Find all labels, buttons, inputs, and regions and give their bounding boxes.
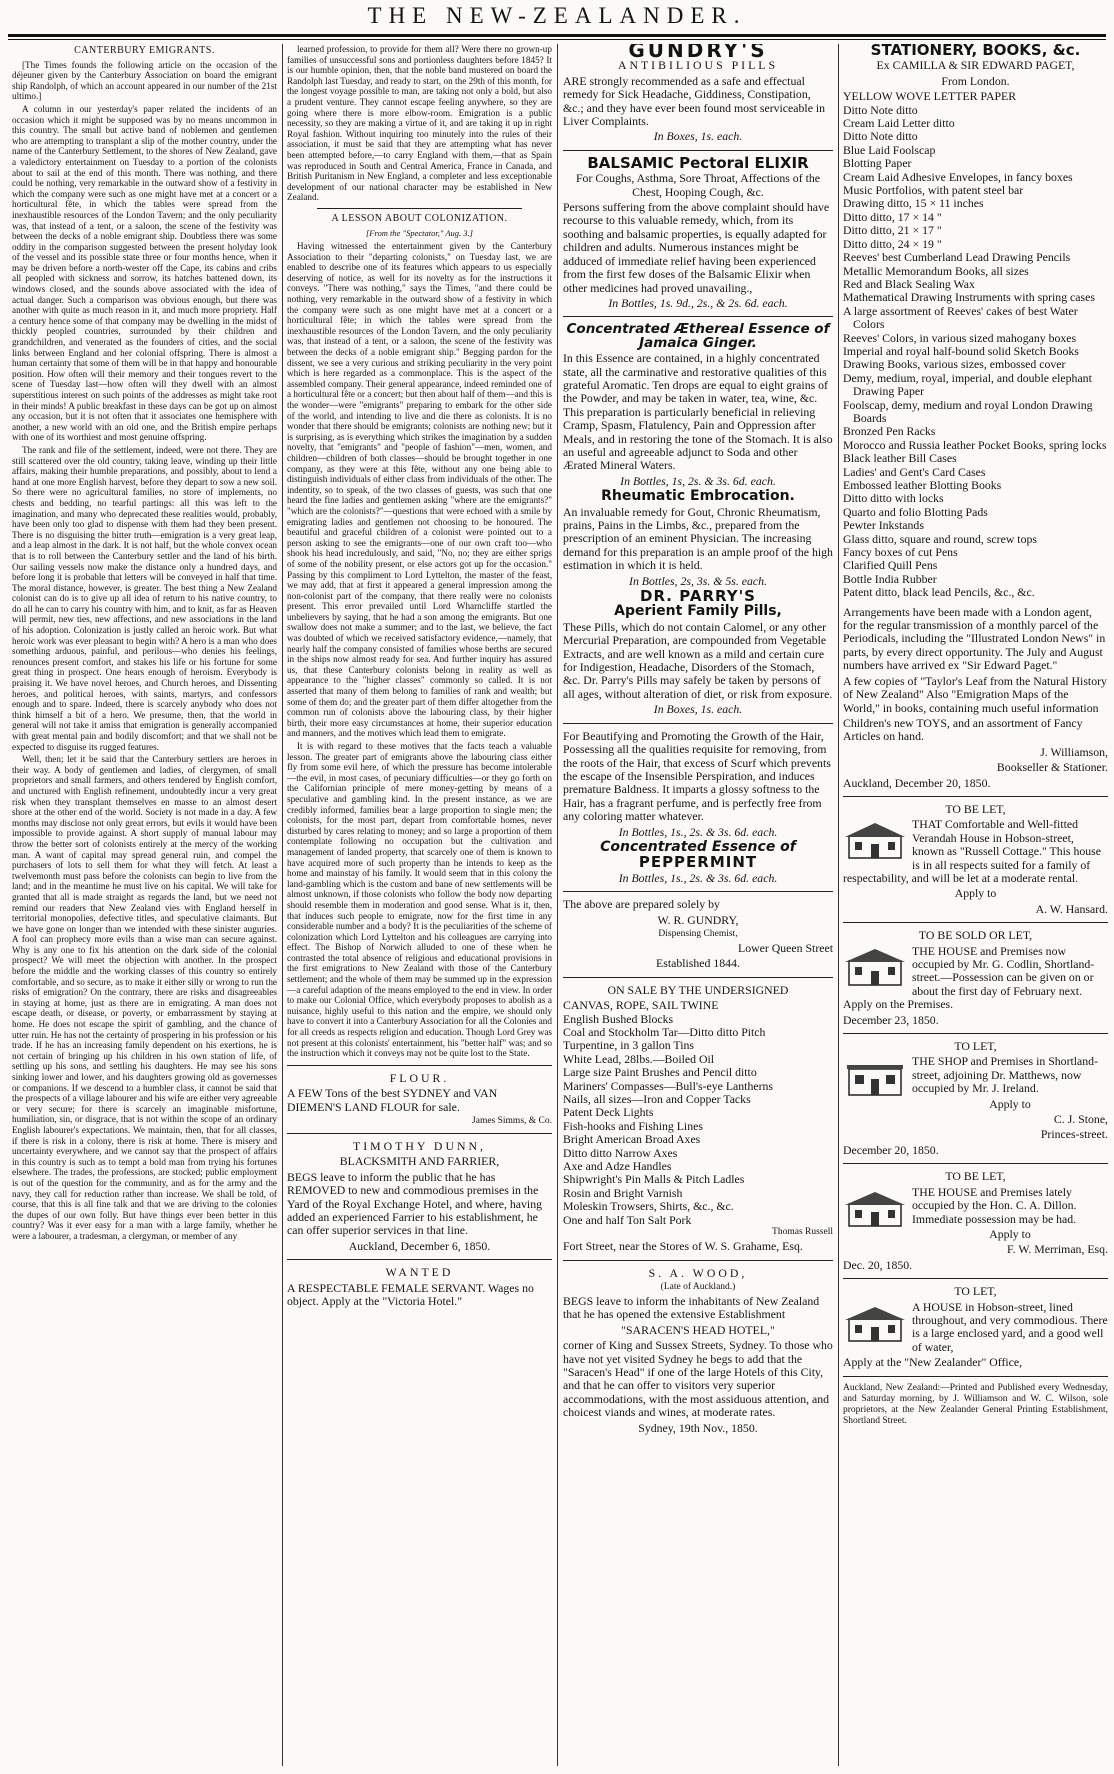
ad-on-sale: [563, 984, 833, 1254]
ad-heading: WANTED: [385, 1265, 454, 1280]
list-item: Mariners' Compasses—Bull's-eye Lantherns: [563, 1078, 773, 1093]
ad-signature: F. W. Merriman, Esq.: [1007, 1242, 1108, 1257]
ad-heading: GUNDRY'S: [628, 44, 768, 62]
ad-signature: W. R. GUNDRY,: [657, 912, 739, 927]
ad-apply: Apply to: [989, 1226, 1031, 1241]
column-divider: [838, 44, 839, 1766]
ad-rheumatic: [563, 490, 833, 588]
ad-role: Dispensing Chemist,: [658, 928, 738, 939]
ad-subheading: Ex CAMILLA & SIR EDWARD PAGET,: [876, 58, 1075, 73]
ad-text: The above are prepared solely by: [563, 897, 720, 912]
list-item: Large size Paint Brushes and Pencil ditto: [563, 1065, 757, 1080]
ad-heading: TO BE LET,: [945, 1169, 1006, 1184]
ad-text: Arrangements have been made with a London agent, for the regular transmission of a monthly parcel of the Periodicals, including the "Illustrated London News" in parts, by every direct opportunity. The July and August numbers have arrived ex "Sir Edward Paget.": [843, 604, 1106, 673]
ad-peppermint: [563, 838, 833, 885]
printer-imprint: Auckland, New Zealand:—Printed and Published every Wednesday, and Saturday morning, by J. Williamson and W. C. Wilson, sole proprietors, at the New Zealander General Printing Establishment, Shortland Street.: [843, 1382, 1108, 1426]
ad-date: Auckland, December 20, 1850.: [843, 775, 991, 790]
list-item: Moleskin Trowsers, Shirts, &c., &c.: [563, 1199, 734, 1214]
ad-balsamic-elixir: [563, 153, 833, 310]
ad-text: A RESPECTABLE FEMALE SERVANT. Wages no object. Apply at the "Victoria Hotel.": [287, 1280, 534, 1309]
ad-heading: Concentrated Essence of: [600, 838, 796, 855]
ad-gundry-pills: [563, 44, 833, 144]
list-item: Bottle India Rubber: [843, 571, 937, 586]
ad-heading: PEPPERMINT: [638, 853, 758, 872]
list-item: English Bushed Blocks: [563, 1011, 674, 1026]
list-item: Blotting Paper: [843, 156, 912, 171]
list-item: Ladies' and Gent's Card Cases: [843, 464, 986, 479]
column-1: [12, 44, 277, 1766]
list-item: Clarified Quill Pens: [843, 558, 938, 573]
ad-item-list: [843, 90, 1108, 599]
list-item: Patent ditto, black lead Pencils, &c., &c.: [843, 585, 1035, 600]
ad-hotel-name: "SARACEN'S HEAD HOTEL,": [621, 1322, 775, 1337]
ad-signature: James Simms, & Co.: [472, 1116, 552, 1127]
house-icon: [843, 947, 907, 987]
ad-price: In Bottles, 1s., 2s. & 3s. 6d. each.: [618, 870, 778, 885]
ad-to-be-let-russell: [843, 803, 1108, 916]
ad-flour: [287, 1072, 552, 1127]
list-item: Ditto ditto, 24 × 19 ": [843, 236, 942, 251]
ad-to-let-hobson: [843, 1285, 1108, 1369]
list-item: Bright American Broad Axes: [563, 1132, 701, 1147]
ad-price: In Bottles, 1s., 2s. & 3s. 6d. each.: [618, 824, 778, 839]
ad-sold-or-let-codlin: [843, 929, 1108, 1027]
ad-role: Bookseller & Stationer.: [996, 760, 1108, 775]
list-item: YELLOW WOVE LETTER PAPER: [843, 89, 1017, 104]
list-item: Blue Laid Foolscap: [843, 142, 936, 157]
ad-text: For Beautifying and Promoting the Growth of the Hair, Possessing all the qualities requisite for removing, from the roots of the Hair, that excess of Scurf which prevents the escape of the Insensible Perspiration, and induces premature Baldness. It imparts a glossy softness to the Hair, has a fragrant perfume, and is perfectly free from any coloring matter whatever.: [563, 728, 831, 824]
divider: [287, 1133, 552, 1134]
ad-item-list: [563, 999, 833, 1227]
ad-date: Dec. 20, 1850.: [843, 1257, 913, 1272]
ad-heading: S. A. WOOD,: [648, 1265, 748, 1280]
divider: [843, 796, 1108, 797]
ad-price: In Bottles, 2s, 3s. & 5s. each.: [629, 573, 767, 588]
divider: [563, 723, 833, 724]
list-item: Glass ditto, square and round, screw tops: [843, 531, 1037, 546]
ad-heading: Rheumatic Embrocation.: [601, 488, 795, 505]
masthead-rule-thin: [8, 39, 1106, 40]
list-item: Ditto ditto, 21 × 17 ": [843, 223, 942, 238]
ad-date: Sydney, 19th Nov., 1850.: [638, 1420, 758, 1435]
ad-text: BEGS leave to inform the public that he has REMOVED to new and commodious premises in the Yard of the Royal Exchange Hotel, and where, having added an experienced Farrier to his establishment, he can offer superior services in that line.: [287, 1169, 542, 1238]
divider: [563, 1260, 833, 1261]
ad-subheading: For Coughs, Asthma, Sore Throat, Affections of the Chest, Hooping Cough, &c.: [575, 171, 820, 199]
ad-address: Lower Queen Street: [738, 940, 833, 955]
list-item: Quarto and folio Blotting Pads: [843, 504, 988, 519]
article-paragraph: Well, then; let it be said that the Canterbury settlers are heroes in their way. A body of gentlemen and ladies, of clergymen, of small proprietors and small farmers, and others tendered by English comfort, and unctured with English refinement, undoubtedly incur a very great risk when they transplant themselves en masse to an almost desert shore at the other end of the world. Society is not made in a day. A few months may disclose not only great errors, but evils it would have been impossible to provide against. A short supply of manual labour may throw the better sort of colonists entirely at the mercy of the working man. A want of capital may spread general ruin, and compel the purchasers of lots to sell them for what they will fetch. At least a twelvemonth must pass before the colonists can begin to live from the land; and in the meantime he must live on his capital. We will take for granted that all is made straight as regards the land, but we need not remind our readers that New Zealand vies with England herself in territorial monopolies, defective titles, and speculative claimants. But we have gone on longer than we intended with these sinister auguries. A fool can prophecy more evils than a wise man can secure against. Why is any one to fix his attention on the dark side of the colonial prospect? We will meet the objection with another. In the prospect before the middle and the working classes of this country so entirely comfortable, and so secure, as to make it either silly or wrong to run the risks of emigration? On the contrary, there are risks and disagreeables in staying at home, just as there are in emigrating. A man does not escape death, or disease, or poverty, or embarrassment by staying at home. He does not escape the spirit of gambling, and the chance of utter ruin. He has not the certainty of prospering in his profession or his trade. If he has an increasing family dependent on his exertions, he is not certain of bringing up his children in his own station of life, of settling up his sons, and settling his daughters. He may see his sons sinking lower and lower, and his daughters growing old as governesses or companions. If we descend to a humbler class, it cannot be said that the prospects of a village labourer and his wife are either very agreeable or very secure; for there is scarcely an imaginable misfortune, humiliation, sin, or disgrace, that is not within the scope of an ordinary English labourer's expectations. We maintain, then, that for all classes, if there is risk in a colony, there is risk at home. There is misery and uncertainty everywhere, and we cannot say that the prospect of affairs in this country is such as to tempt a bold man from trying his fortunes elsewhere. The trades, the professions, are stocked; public employment is out of the question for the community, and as for the army and the navy, they call for reduction rather than increase. We shall be told, of course, that this is all fine talk and that we are driving to the colonies the dupes of our own folly. But have things ever been better in this country? Was it ever easy for a man with a large family, whether he were a labourer, a tradesman, a clergyman, or member of any: [12, 754, 277, 1241]
list-item: Mathematical Drawing Instruments with spring cases: [843, 290, 1095, 305]
article-heading-canterbury: CANTERBURY EMIGRANTS.: [74, 45, 215, 56]
divider: [287, 1065, 552, 1066]
house-icon: [843, 1188, 907, 1228]
ad-date: December 20, 1850.: [843, 1142, 939, 1157]
article-paragraph: learned profession, to provide for them all? Were there no grown-up families of unsuccessful sons and portionless daughters before 1845? It is our humble opinion, then, that the noble band mustered on board the Randolph last Tuesday, and ready to start, on the 29th of this month, for the longest voyage possible to man, are taking not only a bold, but also a prudent venture. They cannot escape feeling anywhere, so they are going where there is more elbow-room. Emigration is a public necessity, so they are making a virtue of it, and are taking it up in right Royal fashion. Without inquiring too minutely into the rules of their association, it must be said that they are attempting what has never been attempted before,—to carry England with them,—that as Spain was reproduced in South and Central America, France in Canada, and British Puritanism in New England, a completer and less exceptionable development of our national character may be established in New Zealand.: [287, 44, 552, 203]
ad-heading: STATIONERY, BOOKS, &c.: [870, 44, 1081, 59]
ad-ginger: [563, 323, 833, 488]
ad-text: BEGS leave to inform the inhabitants of New Zealand that he has opened the extensive Establishment: [563, 1293, 820, 1322]
ad-text: corner of King and Sussex Streets, Sydney. To those who have not yet visited Sydney he begs to add that the "Saracen's Head" if one of the large Hotels of this City, and that he can offer to visitors very superior accommodations, with the most assiduous attention, and choicest viands and wines, at moderate rates.: [563, 1338, 833, 1420]
list-item: Axe and Adze Handles: [563, 1159, 672, 1174]
divider: [563, 977, 833, 978]
ad-apply: Apply at the "New Zealander" Office,: [843, 1355, 1023, 1370]
list-item: Shipwright's Pin Malls & Pitch Ladles: [563, 1172, 745, 1187]
ad-hair: [563, 730, 833, 839]
ad-heading: Concentrated Æthereal Essence of Jamaica Ginger.: [566, 321, 830, 351]
ad-price: In Bottles, 1s. 9d., 2s., & 2s. 6d. each.: [608, 295, 788, 310]
article-heading-colonization: A LESSON ABOUT COLONIZATION.: [331, 212, 508, 224]
ad-text: ARE strongly recommended as a safe and effectual remedy for Sick Headache, Giddiness, Constipation, &c.; and they have ever been found most serviceable in Liver Complaints.: [563, 73, 826, 129]
ad-text: An invaluable remedy for Gout, Chronic Rheumatism, prains, Pains in the Limbs, &c., prepared from the prescription of an eminent Physician. The increasing demand for this preparation is an ample proof of the high estimation in which it is held.: [563, 504, 833, 573]
divider: [317, 208, 522, 209]
ad-heading: TO LET,: [954, 1039, 997, 1054]
list-item: Metallic Memorandum Books, all sizes: [843, 263, 1029, 278]
ad-heading: FLOUR.: [389, 1070, 450, 1085]
ad-text: A few copies of "Taylor's Leaf from the Natural History of New Zealand" Also "Emigration Maps of the World," in books, containing much useful information: [843, 673, 1107, 715]
divider: [563, 150, 833, 151]
ad-heading: ON SALE BY THE UNDERSIGNED: [607, 982, 789, 997]
ad-heading: TO BE LET,: [945, 801, 1006, 816]
ad-to-let-shop: [843, 1040, 1108, 1157]
ad-blacksmith: [287, 1140, 552, 1253]
divider: [843, 1278, 1108, 1279]
list-item: Music Portfolios, with patent steel bar: [843, 183, 1024, 198]
list-item: Embossed leather Blotting Books: [843, 478, 1002, 492]
masthead-title: THE NEW-ZEALANDER.: [367, 3, 747, 28]
divider: [843, 922, 1108, 923]
ad-subheading: From London.: [941, 73, 1010, 88]
ad-apply: Apply to: [989, 1096, 1031, 1111]
ad-price: In Boxes, 1s. each.: [653, 702, 743, 717]
ad-to-be-let-dillon: [843, 1170, 1108, 1272]
list-item: Bronzed Pen Racks: [843, 424, 936, 439]
ad-parry-pills: [563, 587, 833, 717]
ad-text: These Pills, which do not contain Calomel, or any other Mercurial Preparation, are compounded from Vegetable Extracts, and are well known as a mild and certain cure for Indigestion, Headache, Disorders of the Stomach, &c. Dr. Parry's Pills may safely be taken by persons of all ages, without alteration of diet, or risk from exposure.: [563, 619, 833, 701]
divider: [287, 1259, 552, 1260]
article-paragraph: A column in our yesterday's paper related the incidents of an occasion which it might be supposed was by no means uncommon in this country. The small but active band of noblemen and gentlemen who are attempting to transplant a slip of the mother country, under the name of the Canterbury Settlement, to the shores of New Zealand, gave a valedictory entertainment on Tuesday to a portion of the colonists about to sail at the end of this month. There was nothing, and there could be nothing, very remarkable in the outward show of a festivity in which the company were such as one might have met at a concert or a horticultural fête, in which the tables were spread from the inexhaustible resources of the London Tavern; and the only peculiarity was, that instead of a tent, or a saloon, the scene of the festivity was between the decks of a noble emigrant ship. Doubtless there was some oddity in the comparison suggested between the present holyday look of the vessel and its possible state three or four months hence, when it may be driven before a north-wester off the Cape, its cabins and cribs all peopled with sickness and sorrow, its hatches battened down, its windows closed, and the sounds above associated with the idea of actual danger. Such a comparison was obvious enough, but there was another with quite as much reason in it, and much more propriety. Half a century hence some of that company may be dwelling in the midst of thickly peopled countries, surrounded by their children and grandchildren, and venerated as the founders of cities, and the social links between England and her colonial offspring. There is almost a human certainty that some of them will be in that happy and honourable position. How often will their memory and their tongues revert to the scene of Tuesday last—how often will they dwell with an almost superstitious interest on such points of the addresses as might take root in their minds! A public breakfast in these days can be got up on almost any occasion, but it is not often that it associates one hemisphere with another, a new world with an old one, and the British empire perhaps with one of its worthiest and most genuine offspring.: [12, 103, 277, 443]
ad-subheading: Aperient Family Pills,: [614, 603, 782, 620]
divider: [563, 316, 833, 317]
article-source: [From the "Spectator," Aug. 3.]: [365, 227, 473, 238]
column-2: [287, 44, 552, 1766]
list-item: Red and Black Sealing Wax: [843, 276, 975, 291]
list-item: Rosin and Bright Varnish: [563, 1185, 683, 1200]
ad-text: Children's new TOYS, and an assortment of Fancy Articles on hand.: [843, 715, 1083, 744]
ad-text: Persons suffering from the above complaint should have recourse to this valuable remedy, which, from its soothing and balsamic properties, is equally adapted for children and adults. Numerous instances might be adduced of immediate relief having been experienced from the first few doses of the Balsamic Elixir when other medicines had proved unavailing.,: [563, 200, 830, 295]
list-item: Drawing Books, various sizes, embossed cover: [843, 357, 1066, 372]
list-item: Pewter Inkstands: [843, 518, 924, 533]
house-icon: [843, 820, 907, 860]
column-divider: [557, 44, 558, 1766]
ad-signature: Thomas Russell: [772, 1227, 833, 1238]
ad-text: A FEW Tons of the best SYDNEY and VAN DIEMEN'S LAND FLOUR for sale.: [287, 1086, 498, 1114]
list-item: Imperial and royal half-bound solid Sketch Books: [843, 343, 1079, 358]
ad-established: Established 1844.: [656, 956, 740, 971]
list-item: Ditto ditto with locks: [843, 491, 944, 506]
divider: [843, 1033, 1108, 1034]
house-icon: [843, 1057, 907, 1097]
column-divider: [282, 44, 283, 1766]
list-item: Foolscap, demy, medium and royal London Drawing Boards: [843, 397, 1093, 425]
ad-subheading: (Late of Auckland.): [660, 1281, 736, 1292]
ad-price: In Bottles, 1s, 2s. & 3s. 6d. each.: [620, 473, 776, 488]
ad-signature: C. J. Stone,: [1053, 1112, 1108, 1127]
ad-text: A HOUSE in Hobson-street, lined throughout, and very commodious. There is a large enclosed yard, and a good well of water,: [912, 1299, 1108, 1354]
list-item: Black leather Bill Cases: [843, 451, 957, 466]
list-item: Drawing ditto, 15 × 11 inches: [843, 196, 984, 211]
ad-price: In Boxes, 1s. each.: [653, 129, 743, 144]
ad-address: Fort Street, near the Stores of W. S. Grahame, Esq.: [563, 1239, 803, 1254]
list-item: Reeves' Colors, in various sized mahogany boxes: [843, 330, 1077, 345]
list-item: Turpentine, in 3 gallon Tins: [563, 1038, 694, 1053]
list-item: Fancy boxes of cut Pens: [843, 545, 958, 560]
list-item: Ditto Note ditto: [843, 102, 918, 117]
list-item: CANVAS, ROPE, SAIL TWINE: [563, 998, 719, 1013]
ad-saracens-head: [563, 1267, 833, 1435]
list-item: Reeves' best Cumberland Lead Drawing Pencils: [843, 250, 1071, 265]
article-continued: [287, 44, 552, 1059]
list-item: Cream Laid Letter ditto: [843, 116, 955, 131]
list-item: One and half Ton Salt Pork: [563, 1212, 692, 1227]
ad-heading: TO LET,: [954, 1284, 997, 1299]
list-item: Nails, all sizes—Iron and Copper Tacks: [563, 1092, 751, 1107]
list-item: Ditto ditto Narrow Axes: [563, 1145, 678, 1160]
ad-text: THAT Comfortable and Well-fitted Verandah House in Hobson-street, known as "Russell Cottage." This house is in all respects suited for a family of respectability, and will be let at a moderate rental.: [843, 817, 1101, 885]
list-item: White Lead, 28lbs.—Boiled Oil: [563, 1051, 715, 1066]
list-item: Fish-hooks and Fishing Lines: [563, 1118, 703, 1133]
column-3: [563, 44, 833, 1766]
article-paragraph: It is with regard to these motives that the facts teach a valuable lesson. The greater part of emigrants above the labouring class either fly from some evil here, of which the pressure has become intolerable—the evil, in most cases, of pecuniary difficulties—or they go forth on the Californian principle of mere money-getting by means of a speculative and gambling kind. In the present instance, as we are credibly informed, families bear a large proportion to single men; the colonists, for the most part, depart from comfortable homes, never disturbed by cares relating to money; and so large a proportion of them contemplate following no occupation but the cultivation and management of landed property, that scarcely one of them is known to have acquired more of such property than he intends to keep as the home and mainstay of his family. It would seem that in this colony the land-gambling which is the custom and bane of new settlements will be almost unknown, if those colonists who follow the body now departing should resemble them in moderation and good sense. What is it, then, that induces such people to emigrate, now for the first time in any considerable number and a body? It is the peculiarities of the scheme of colonization which Lord Lyttelton and his colleagues are carrying into effect. The Bishop of Norwich alluded to one of these when he contrasted the total absence of religious and educational provisions in the first emigrations to New Zealand with those of the Canterbury settlement; and the whole of them may be summed up in the expression—a careful adaption of the means employed to the end in view. In order to make our Colonial Office, which everybody proposes to abolish as a nuisance, highly useful to this nation and the empire, we should only have to convert it into a Canterbury Association for all the Colonies and for all creeds as respects religion and education. Though Lord Grey was not present at this colonists' entertainment, his "better half" was; and so the instruction which it conveys may not be quite lost to the State.: [287, 741, 552, 1059]
divider: [563, 891, 833, 892]
ad-text: THE HOUSE and Premises lately occupied by the Hon. C. A. Dillon. Immediate possession may be had.: [912, 1184, 1077, 1226]
ad-address: Princes-street.: [1040, 1127, 1108, 1142]
ad-wanted: [287, 1266, 552, 1308]
ad-heading: BALSAMIC Pectoral ELIXIR: [587, 153, 809, 172]
list-item: Demy, medium, royal, imperial, and double elephant Drawing Paper: [843, 370, 1092, 399]
article-paragraph: The rank and file of the settlement, indeed, were not there. They are still scattered over the old country, taking leave, winding up their little affairs, making their humble preparations, and possibly, about to lend a hand at one more English harvest, before they depart to sow a new soil. So there were no agricultural families, no store of implements, no chests and bedding, no tearful partings: all this was left to the imagination, and many who deprecated these realities would, probably, have been only too glad to dispense with them had they been present. There is no disguising the bitter truth—emigration is a very great leap, and a leap almost in the dark. It is not half, but the whole convex ocean that is to roll between the Canterbury settler and the land of his birth. Our sailing vessels now make the distance only a hundred days, and before long it is probable that letters will be conveyed in half that time. The moral distance, however, is greater. The best thing a New Zealand colonist can do is to give up all idea of return to his native country, to do all he can to carry his country with him, and to knit, as far as Heaven will permit, new ties, new affections, and new associations in the land of his adoption. Colonization is justly called an heroic work. But what heroic work was ever pleasant to begin with? A hero is a man who does something arduous, painful, and perilous—who denies his feelings, renounces present comfort, and stakes his life or his fortune for some great thing in prospect. One hears enough of heroism. Everybody is praising it. We have novel heroes, and Church heroes, and Dissenting heroes, and political heroes, with saints, martyrs, and confessors enough and to spare. Indeed, there is scarcely anybody who does not think himself a bit of a hero. We presume, then, that the world in general will not take it amiss that emigration is generally accompanied with great mental pain and bodily discomfort; and that we shall not be expected to disguise its rugged features.: [12, 444, 277, 752]
list-item: Cream Laid Adhesive Envelopes, in fancy boxes: [843, 169, 1073, 184]
ad-apply: Apply to: [954, 886, 997, 901]
article-canterbury: [12, 60, 277, 1242]
divider: [843, 1163, 1108, 1164]
article-paragraph: [The Times founds the following article on the occasion of the déjeuner given by the Canterbury Association on board the emigrant ship Randolph, of which an account appeared in our number of the 21st ultimo.]: [12, 59, 277, 102]
ad-text: THE HOUSE and Premises now occupied by Mr. G. Codlin, Shortland-street.—Possession can be given on or about the first day of February next. Apply on the Premises.: [843, 943, 1095, 1012]
ad-subheading: ANTIBILIOUS PILLS: [617, 58, 779, 73]
list-item: Coal and Stockholm Tar—Ditto ditto Pitch: [563, 1025, 766, 1039]
ad-stationery: [843, 44, 1108, 790]
ad-date: December 23, 1850.: [843, 1012, 939, 1027]
divider: [843, 1376, 1108, 1377]
ad-text: THE SHOP and Premises in Shortland-street, adjoining Dr. Matthews, now occupied by Mr. J. Ireland.: [912, 1054, 1099, 1096]
ad-signature: J. Williamson,: [1040, 744, 1108, 759]
ad-prepared-by: [563, 898, 833, 971]
list-item: Morocco and Russia leather Pocket Books, spring locks: [843, 437, 1107, 452]
list-item: Patent Deck Lights: [563, 1105, 654, 1120]
ad-heading: DR. PARRY'S: [640, 587, 756, 606]
masthead-rule: [8, 34, 1106, 37]
ad-subheading: BLACKSMITH AND FARRIER,: [339, 1154, 500, 1169]
house-icon: [843, 1303, 907, 1343]
column-4: [843, 44, 1108, 1766]
ad-heading: TIMOTHY DUNN,: [353, 1139, 486, 1154]
ad-text: In this Essence are contained, in a highly concentrated state, all the carminative and restorative qualities of this grateful Aromatic. Ten drops are equal to eight grains of the Powder, and may be taken in water, tea, wine, &c. This preparation is particularly beneficial in relieving Cramp, Spasm, Flatulency, Pain and Oppression after Meals, and in restoring the tone of the Stomach. It is also an useful and agreeable adjunct to Soda and other Ærated Mineral Waters.: [563, 351, 833, 473]
article-paragraph: Having witnessed the entertainment given by the Canterbury Association to their "departing colonists," on Tuesday last, we are enabled to describe one of its features which appears to us especially deserving of notice, as well for its novelty as for the instructions it conveys. "There was nothing," says the Times, "and there could be nothing, very remarkable in the outward show of a festivity in which the company were such as one might have met at a concert or a horticultural fête; in which the tables were spread from the inexhaustible resources of the London Tavern, and the only peculiarity was, that instead of a tent, or a saloon, the scene of the festivity was between the decks of a noble emigrant ship." Begging pardon for the dissent, we see a very curious and striking peculiarity in the very point which is here regarded as a commonplace. This is the aspect of the assembled company. Their general appearance, indeed reminded one of a horticultural fête or a concert; but then about half of them—and this is the wonder—were "emigrants" preparing to embark for the other side of the world, and intending to live and die there as colonists. It is no wonder that there should be emigrants; colonists are nothing new; but it is surprising, as is everything which strikes the imagination by a sudden novelty, that "emigrants" and "people of fashion"—men, women, and children—children of both classes—should be brought together in one company, as they were at this fête, without any one being able to distinguish individuals of either class from individuals of the other. The indentity, so to speak, of the two classes of guests, was such that one heard the fine ladies and gentlemen asking "where are the emigrants?" "which are the colonists?"—questions that were echoed with a smile by emigrating ladies and gentlemen not choosing to be honoured. The beautiful and graceful children of a colonist were pointed out to a person asking to see the emigrants—one of our own craft too—who shook his head incredulously, and said, "No, no; they are either sprigs of some of the nobility present, or else actors got up for the occasion." Passing by this compliment to Lord Lyttelton, the master of the feast, we may add, that at first it appeared a general impression among the non-colonist part of the company, that there really were no colonists present. This error prevailed until Lord Wharncliffe startled the unbelievers by saying, that he had a son among the emigrants. But one swallow does not make a summer; and to the last, we believe, the fact was doubted of which we received satisfactory evidence,—namely, that nearly half the company consisted of families whose berths are secured in the ships now almost ready for sea. And further inquiry has assured us, that these Canterbury colonists belong in reality as well as appearance to the "higher classes" commonly so called. It is not asserted that many of them belong to families of rank and wealth; but some of them do; and the greater part of them differ altogether from the common run of colonists above the labouring class, by their higher birth, their more easy circumstances at home, their superior education and manners, and the motives which lead them to emigrate.: [287, 241, 552, 739]
ad-heading: TO BE SOLD OR LET,: [918, 928, 1033, 943]
ad-signature: A. W. Hansard.: [1035, 901, 1108, 916]
ad-date: Auckland, December 6, 1850.: [348, 1238, 491, 1253]
list-item: Ditto Note ditto: [843, 129, 918, 144]
list-item: Ditto ditto, 17 × 14 ": [843, 209, 942, 224]
list-item: A large assortment of Reeves' cakes of best Water Colors: [843, 303, 1078, 332]
